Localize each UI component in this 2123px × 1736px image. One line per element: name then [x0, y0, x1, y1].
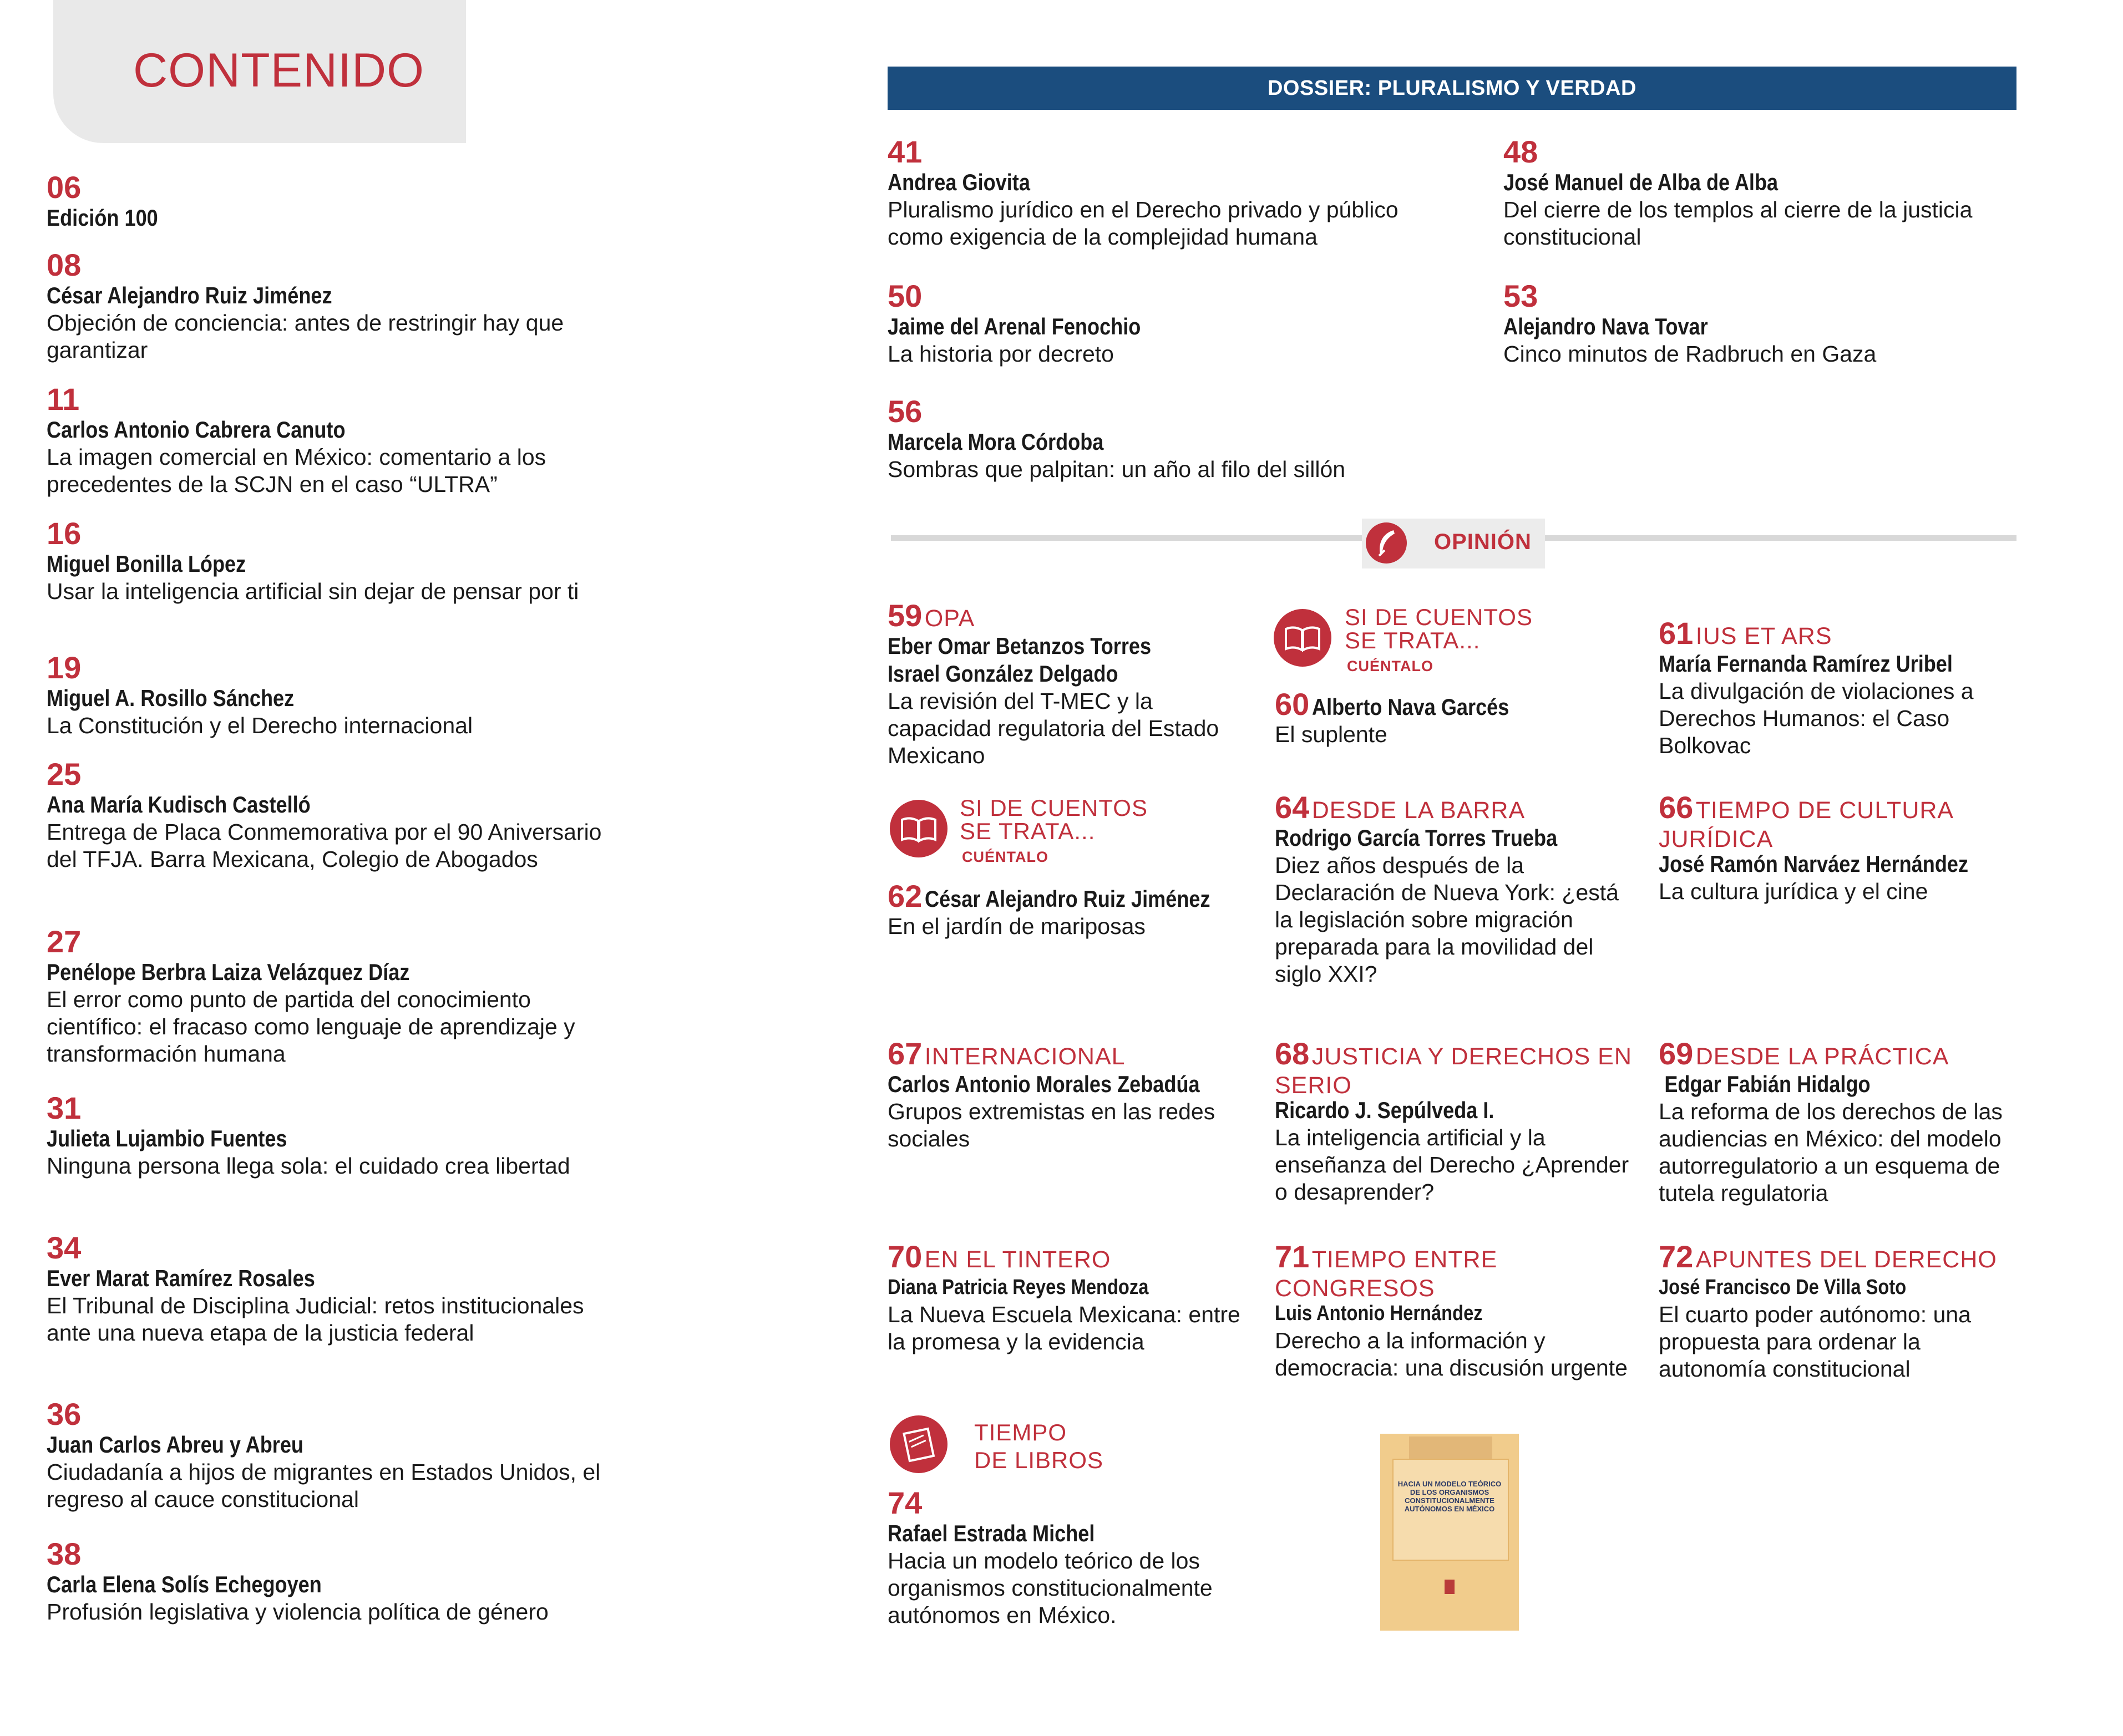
article-title: La revisión del T-MEC y la capacidad regulatoria del Estado Mexicano [888, 688, 1219, 768]
article-title: Diez años después de la Declaración de Nueva York: ¿está la legislación sobre migración preparada para la movilidad del siglo XXI? [1275, 852, 1619, 987]
page-number: 41 [888, 134, 923, 169]
section-label-line1: TIEMPO [974, 1419, 1067, 1445]
section-name: IUS ET ARS [1695, 623, 1832, 649]
toc-entry-66[interactable] [1659, 791, 2014, 905]
open-book-icon [890, 800, 948, 857]
section-name: TIEMPO DE CULTURA [1695, 797, 1954, 824]
page-number: 69 [1659, 1036, 1694, 1071]
article-title: Cinco minutos de Radbruch en Gaza [1503, 341, 1877, 367]
author-name: Rafael Estrada Michel [888, 1520, 1095, 1546]
section-name: APUNTES DEL DERECHO [1695, 1246, 1997, 1273]
article-title: En el jardín de mariposas [888, 913, 1146, 939]
section-label-line2: SE TRATA... [960, 818, 1096, 844]
page-number: 19 [47, 650, 82, 685]
toc-entry-48[interactable] [1503, 135, 2019, 251]
book-cover-title: HACIA UN MODELO TEÓRICO DE LOS ORGANISMOS CONSTITUCIONALMENTE AUTÓNOMOS EN MÉXICO [1397, 1480, 1502, 1513]
author-name: Carla Elena Solís Echegoyen [47, 1571, 322, 1597]
article-title: Sombras que palpitan: un año al filo del sillón [888, 456, 1346, 482]
author-name: Andrea Giovita [888, 169, 1030, 195]
section-label-line1: SI DE CUENTOS [1345, 604, 1533, 630]
toc-entry-27[interactable] [47, 925, 624, 1068]
author-name: María Fernanda Ramírez Uribel [1659, 651, 1953, 677]
page-number: 60 [1275, 687, 1310, 722]
author-name: Ana María Kudisch Castelló [47, 791, 311, 818]
article-title: Profusión legislativa y violencia política de género [47, 1599, 549, 1625]
section-name: OPA [924, 605, 975, 632]
toc-entry-34[interactable] [47, 1231, 624, 1347]
toc-entry-62[interactable] [888, 880, 1254, 940]
article-title: Pluralismo jurídico en el Derecho privado y público como exigencia de la complejidad humana [888, 197, 1399, 250]
page-number: 68 [1275, 1036, 1310, 1071]
author-name: José Manuel de Alba de Alba [1503, 169, 1779, 195]
quill-icon [1366, 522, 1407, 564]
author-name: Ricardo J. Sepúlveda I. [1275, 1097, 1494, 1123]
toc-entry-53[interactable] [1503, 280, 2019, 368]
page-number: 11 [47, 382, 80, 417]
toc-entry-71[interactable] [1275, 1240, 1630, 1382]
page-number: 74 [888, 1485, 923, 1520]
toc-entry-67[interactable] [888, 1037, 1254, 1153]
author-name: Juan Carlos Abreu y Abreu [47, 1432, 303, 1458]
article-title: La cultura jurídica y el cine [1659, 879, 1928, 904]
page-title: CONTENIDO [133, 44, 424, 97]
author-name: José Francisco De Villa Soto [1659, 1276, 1907, 1299]
page-number: 34 [47, 1230, 82, 1265]
section-name-line2: JURÍDICA [1659, 826, 1774, 852]
section-name: TIEMPO ENTRE [1311, 1246, 1498, 1273]
page-number: 31 [47, 1090, 82, 1125]
article-title: La Nueva Escuela Mexicana: entre la promesa y la evidencia [888, 1302, 1240, 1354]
section-name: EN EL TINTERO [924, 1246, 1111, 1273]
page-number: 59 [888, 598, 923, 633]
author-name: Eber Omar Betanzos Torres [888, 633, 1152, 659]
section-divider-left [891, 535, 1362, 541]
author-name: Edgar Fabián Hidalgo [1664, 1071, 1871, 1097]
section-label-line2: SE TRATA... [1345, 627, 1481, 653]
toc-entry-16[interactable] [47, 517, 624, 605]
author-name: Luis Antonio Hernández [1275, 1302, 1483, 1325]
toc-entry-06[interactable] [47, 171, 624, 232]
article-title: La inteligencia artificial y la enseñanza del Derecho ¿Aprender o desaprender? [1275, 1125, 1629, 1205]
section-name: JUSTICIA Y DERECHOS EN [1311, 1043, 1632, 1070]
toc-entry-41[interactable] [888, 135, 1442, 251]
toc-entry-68[interactable] [1275, 1037, 1641, 1206]
toc-entry-38[interactable] [47, 1537, 624, 1626]
section-name: DESDE LA PRÁCTICA [1695, 1043, 1949, 1070]
author-name: Carlos Antonio Cabrera Canuto [47, 417, 346, 443]
article-title: Objeción de conciencia: antes de restringir hay que garantizar [47, 310, 564, 363]
article-title: Usar la inteligencia artificial sin dejar de pensar por ti [47, 578, 579, 604]
page-number: 71 [1275, 1239, 1310, 1274]
section-sublabel: CUÉNTALO [962, 849, 1048, 865]
toc-entry-64[interactable] [1275, 791, 1630, 988]
dossier-header: DOSSIER: PLURALISMO Y VERDAD [888, 67, 2016, 110]
article-title: Entrega de Placa Conmemorativa por el 90 Aniversario del TFJA. Barra Mexicana, Colegio de Abogados [47, 819, 602, 872]
toc-entry-56[interactable] [888, 395, 1498, 483]
page-number: 50 [888, 278, 923, 313]
page-number: 56 [888, 394, 923, 429]
section-label-line2: DE LIBROS [974, 1447, 1104, 1473]
toc-entry-11[interactable] [47, 383, 624, 498]
author-name: Miguel Bonilla López [47, 551, 246, 577]
article-title: La imagen comercial en México: comentario a los precedentes de la SCJN en el caso “ULTRA” [47, 444, 546, 497]
section-label-line1: SI DE CUENTOS [960, 795, 1148, 821]
toc-entry-61[interactable] [1659, 617, 2014, 759]
toc-entry-70[interactable] [888, 1240, 1254, 1356]
author-name: Rodrigo García Torres Trueba [1275, 825, 1558, 851]
toc-entry-50[interactable] [888, 280, 1442, 368]
page-number: 70 [888, 1239, 923, 1274]
author-name: Julieta Lujambio Fuentes [47, 1125, 287, 1151]
article-title: El Tribunal de Disciplina Judicial: retos institucionales ante una nueva etapa de la justicia federal [47, 1293, 584, 1346]
page-number: 36 [47, 1397, 82, 1432]
article-title: Del cierre de los templos al cierre de la justicia constitucional [1503, 197, 1973, 250]
author-name: Ever Marat Ramírez Rosales [47, 1265, 315, 1291]
toc-entry-60[interactable] [1275, 688, 1635, 748]
toc-entry-36[interactable] [47, 1398, 624, 1513]
page-number: 72 [1659, 1239, 1694, 1274]
page-number: 66 [1659, 790, 1694, 825]
toc-entry-59[interactable] [888, 599, 1254, 769]
article-title: La Constitución y el Derecho internacional [47, 713, 473, 738]
opinion-label: OPINIÓN [1434, 530, 1532, 554]
page-number: 64 [1275, 790, 1310, 825]
author-name: Diana Patricia Reyes Mendoza [888, 1276, 1149, 1299]
author-name: Alejandro Nava Tovar [1503, 313, 1708, 339]
open-book-icon [1274, 609, 1331, 667]
article-title: Derecho a la información y democracia: una discusión urgente [1275, 1328, 1628, 1380]
page-number: 62 [888, 879, 923, 913]
author-name: José Ramón Narváez Hernández [1659, 851, 1969, 877]
author-name: César Alejandro Ruiz Jiménez [924, 886, 1210, 912]
page-number: 27 [47, 924, 82, 959]
toc-entry-08[interactable] [47, 248, 624, 364]
toc-entry-19[interactable] [47, 651, 624, 739]
article-title: Hacia un modelo teórico de los organismos constitucionalmente autónomos en México. [888, 1548, 1213, 1628]
section-divider-right [1545, 535, 2016, 541]
toc-entry-72[interactable] [1659, 1240, 2014, 1383]
page-number: 48 [1503, 134, 1538, 169]
toc-entry-25[interactable] [47, 758, 624, 873]
toc-entry-69[interactable] [1659, 1037, 2014, 1207]
section-name-line2: CONGRESOS [1275, 1275, 1435, 1302]
author-name: Penélope Berbra Laiza Velázquez Díaz [47, 959, 410, 985]
section-name: DESDE LA BARRA [1311, 797, 1526, 824]
section-sublabel: CUÉNTALO [1347, 658, 1433, 674]
page-number: 67 [888, 1036, 923, 1071]
book-icon [890, 1415, 948, 1473]
article-title: La divulgación de violaciones a Derechos Humanos: el Caso Bolkovac [1659, 678, 1974, 758]
section-name: INTERNACIONAL [924, 1043, 1126, 1070]
author-name: Alberto Nava Garcés [1311, 694, 1509, 720]
article-title: La historia por decreto [888, 341, 1114, 367]
author-name: César Alejandro Ruiz Jiménez [47, 282, 332, 308]
page-number: 08 [47, 247, 82, 282]
toc-entry-74[interactable] [888, 1486, 1265, 1629]
author-name: Marcela Mora Córdoba [888, 429, 1104, 455]
article-title: Ciudadanía a hijos de migrantes en Estados Unidos, el regreso al cauce constitucional [47, 1459, 601, 1512]
section-name-line2: SERIO [1275, 1072, 1352, 1099]
article-title: El suplente [1275, 722, 1387, 747]
article-title: Grupos extremistas en las redes sociales [888, 1099, 1215, 1151]
page-number: 38 [47, 1536, 82, 1571]
page-number: 61 [1659, 616, 1694, 651]
article-title: El cuarto poder autónomo: una propuesta para ordenar la autonomía constitucional [1659, 1302, 1971, 1382]
article-title: La reforma de los derechos de las audiencias en México: del modelo autorregulatorio a un esquema de tutela regulatoria [1659, 1099, 2003, 1206]
publisher-logo-icon [1445, 1580, 1455, 1594]
author-name: Jaime del Arenal Fenochio [888, 313, 1141, 339]
page-number: 53 [1503, 278, 1538, 313]
author-name-2: Israel González Delgado [888, 661, 1118, 687]
author-name: Carlos Antonio Morales Zebadúa [888, 1071, 1200, 1097]
page-number: 25 [47, 757, 82, 791]
page-number: 16 [47, 516, 82, 551]
article-title: Ninguna persona llega sola: el cuidado crea libertad [47, 1153, 570, 1179]
page-number: 06 [47, 170, 82, 205]
author-name: Miguel A. Rosillo Sánchez [47, 685, 295, 711]
edition-label: Edición 100 [47, 205, 158, 231]
toc-entry-31[interactable] [47, 1092, 624, 1180]
article-title: El error como punto de partida del conocimiento científico: el fracaso como lenguaje de aprendizaje y transformación humana [47, 987, 575, 1067]
